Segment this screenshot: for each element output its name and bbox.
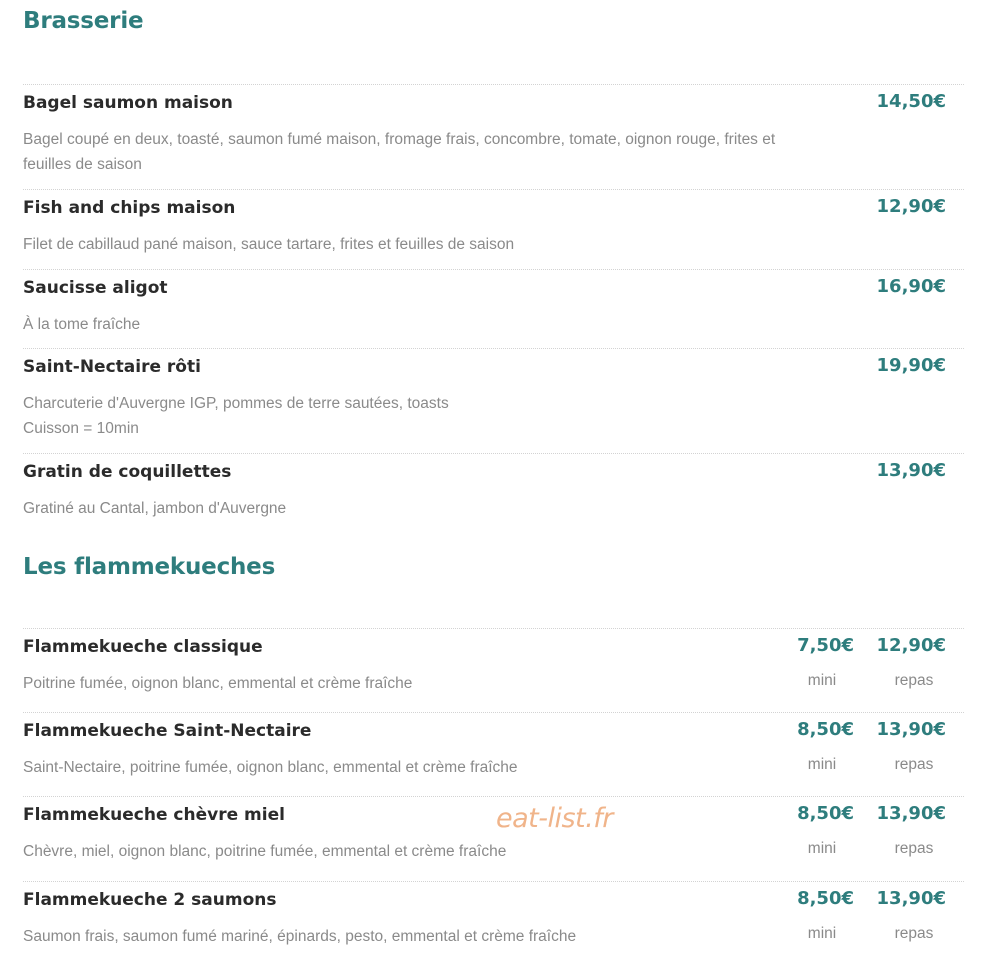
item-price-mini: 8,50€ [797,719,854,740]
menu-item-flammekueche-chevre-miel [23,796,964,882]
item-name: Saint-Nectaire rôti [23,357,201,377]
item-price-repas: 13,90€ [876,888,946,909]
item-description: Bagel coupé en deux, toasté, saumon fumé maison, fromage frais, concombre, tomate, oignon rouge, frites et feuilles de saison [23,131,776,173]
section-title-brasserie: Brasserie [23,8,144,34]
item-description: Chèvre, miel, oignon blanc, poitrine fumée, emmental et crème fraîche [23,843,507,860]
menu-item-gratin-coquillettes [23,453,964,534]
item-name: Flammekueche Saint-Nectaire [23,721,312,741]
size-label-mini: mini [807,925,837,942]
item-description: À la tome fraîche [23,316,141,333]
item-description: Saint-Nectaire, poitrine fumée, oignon blanc, emmental et crème fraîche [23,759,518,776]
size-label-repas: repas [894,672,934,689]
section-title-flammekueches: Les flammekueches [23,554,276,580]
menu-item-saucisse-aligot [23,269,964,349]
item-price: 12,90€ [876,196,946,217]
item-description: Gratiné au Cantal, jambon d'Auvergne [23,500,287,517]
item-description [23,391,793,441]
item-price: 14,50€ [876,91,946,112]
item-price-mini: 8,50€ [797,803,854,824]
item-description: Filet de cabillaud pané maison, sauce tartare, frites et feuilles de saison [23,236,515,253]
item-name: Gratin de coquillettes [23,462,232,482]
size-label-mini: mini [807,756,837,773]
size-label-mini: mini [807,840,837,857]
menu-item-flammekueche-2-saumons [23,881,964,967]
menu-item-fish-and-chips [23,189,964,270]
item-price-mini: 8,50€ [797,888,854,909]
menu-item-bagel-saumon [23,84,964,190]
item-price-repas: 12,90€ [876,635,946,656]
item-name: Flammekueche chèvre miel [23,805,285,825]
item-name: Bagel saumon maison [23,93,233,113]
item-description-line: Charcuterie d'Auvergne IGP, pommes de terre sautées, toasts [23,395,449,412]
item-price: 19,90€ [876,355,946,376]
menu-item-saint-nectaire-roti [23,348,964,454]
item-name: Saucisse aligot [23,278,168,298]
item-name: Fish and chips maison [23,198,236,218]
item-description: Saumon frais, saumon fumé mariné, épinards, pesto, emmental et crème fraîche [23,928,577,945]
item-price: 16,90€ [876,276,946,297]
item-cooking-time: Cuisson = 10min [23,420,139,437]
item-name: Flammekueche 2 saumons [23,890,277,910]
item-price-mini: 7,50€ [797,635,854,656]
item-description: Poitrine fumée, oignon blanc, emmental et crème fraîche [23,675,413,692]
item-price-repas: 13,90€ [876,719,946,740]
item-price-repas: 13,90€ [876,803,946,824]
size-label-repas: repas [894,840,934,857]
size-label-repas: repas [894,925,934,942]
item-price: 13,90€ [876,460,946,481]
watermark: eat-list.fr [496,803,613,834]
item-name: Flammekueche classique [23,637,263,657]
size-label-mini: mini [807,672,837,689]
menu-item-flammekueche-saint-nectaire [23,712,964,797]
menu-item-flammekueche-classique [23,628,964,713]
size-label-repas: repas [894,756,934,773]
